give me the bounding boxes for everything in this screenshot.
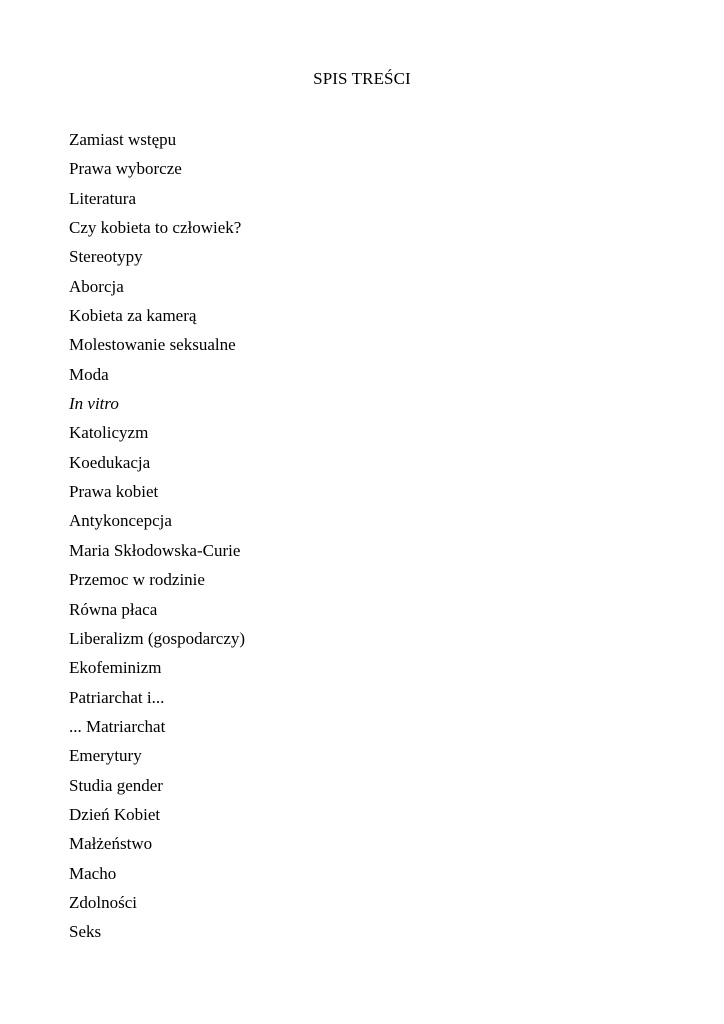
toc-entry: Liberalizm (gospodarczy) — [69, 628, 246, 648]
toc-entry: Katolicyzm — [69, 423, 149, 443]
table-of-contents — [69, 125, 245, 947]
toc-entry: Emerytury — [69, 746, 142, 766]
toc-entry: Małżeństwo — [69, 834, 153, 854]
toc-entry: Zamiast wstępu — [69, 130, 177, 149]
toc-entry: Molestowanie seksualne — [69, 335, 236, 355]
toc-entry: Antykoncepcja — [69, 511, 172, 531]
toc-entry: Prawa wyborcze — [69, 159, 182, 179]
page-title: SPIS TREŚCI — [313, 69, 411, 88]
toc-entry: Moda — [69, 364, 109, 384]
toc-entry: Zdolności — [69, 892, 137, 912]
toc-entry: Stereotypy — [69, 247, 143, 267]
toc-entry: Prawa kobiet — [69, 482, 159, 502]
toc-entry: Dzień Kobiet — [69, 804, 161, 824]
toc-entry: Macho — [69, 863, 117, 883]
toc-entry: Maria Skłodowska-Curie — [69, 540, 241, 560]
toc-entry: Kobieta za kamerą — [69, 306, 197, 326]
toc-entry: Literatura — [69, 188, 137, 208]
toc-entry: Studia gender — [69, 775, 163, 795]
toc-entry: Aborcja — [69, 276, 124, 296]
toc-entry: Seks — [69, 922, 102, 942]
toc-entry: Przemoc w rodzinie — [69, 570, 205, 590]
toc-entry: Koedukacja — [69, 452, 151, 472]
toc-entry: Ekofeminizm — [69, 658, 162, 678]
toc-entry: ... Matriarchat — [69, 716, 166, 736]
toc-entry: Czy kobieta to człowiek? — [69, 218, 242, 238]
toc-entry: Patriarchat i... — [69, 687, 165, 707]
toc-entry: In vitro — [69, 394, 119, 414]
toc-entry: Równa płaca — [69, 599, 158, 619]
